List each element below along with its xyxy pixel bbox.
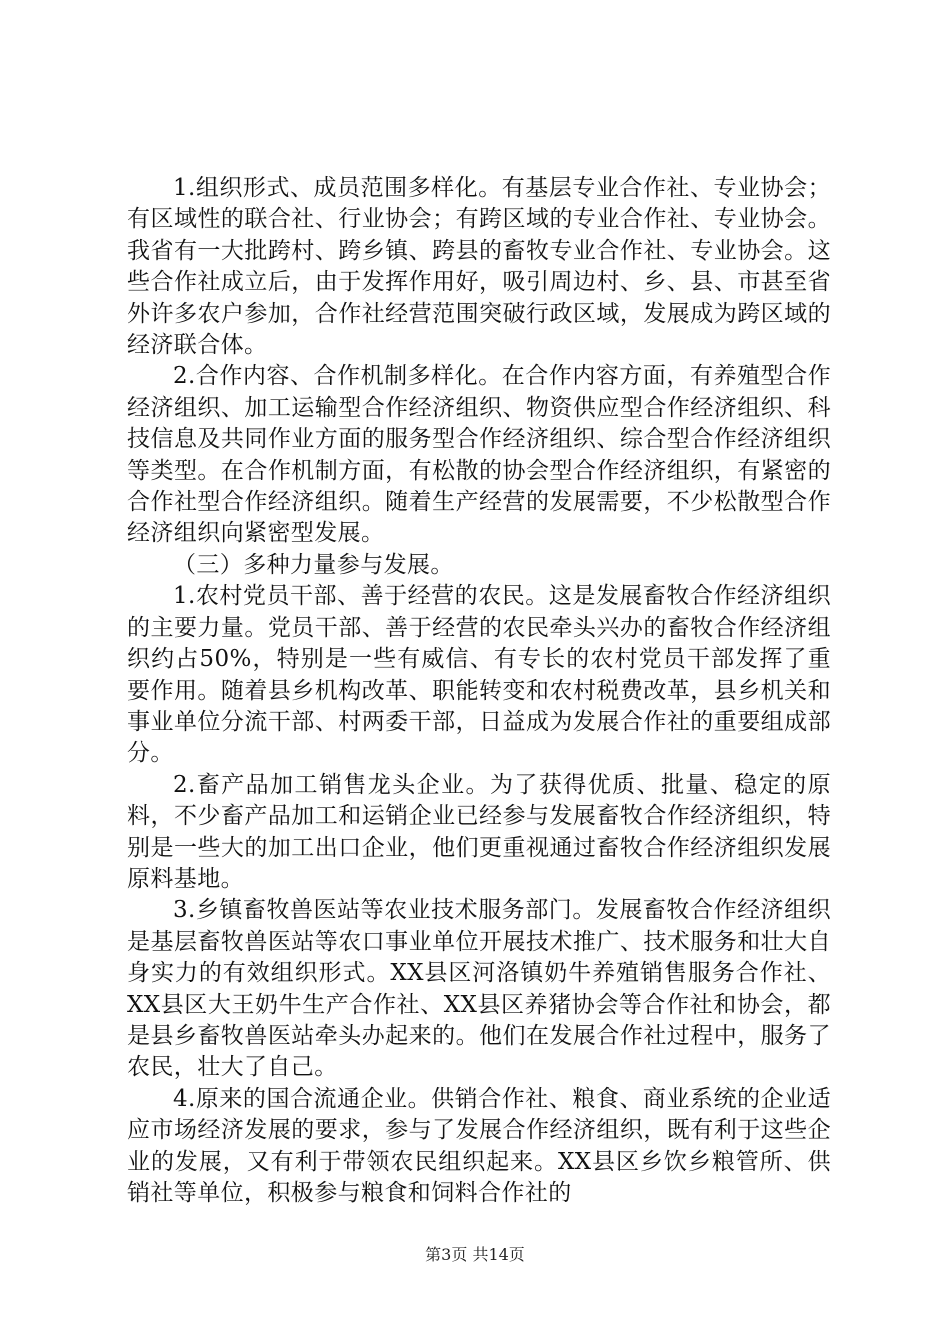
paragraph-state-enterprises: 4.原来的国合流通企业。供销合作社、粮食、商业系统的企业适应市场经济发展的要求，参与了发展合作经济组织，既有利于这些企业的发展，又有利于带领农民组织起来。XX县区乡饮乡粮管所、供销社等单位，积极参与粮食和饲料合作社的 <box>127 1085 831 1206</box>
paragraph-processing-enterprises: 2.畜产品加工销售龙头企业。为了获得优质、批量、稳定的原料，不少畜产品加工和运销企业已经参与发展畜牧合作经济组织，特别是一些大的加工出口企业，他们更重视通过畜牧合作经济组织发展原料基地。 <box>127 771 831 892</box>
page-number-footer: 第3页 共14页 <box>425 1245 525 1264</box>
paragraph-organization-forms: 1.组织形式、成员范围多样化。有基层专业合作社、专业协会；有区域性的联合社、行业协会；有跨区域的专业合作社、专业协会。我省有一大批跨村、跨乡镇、跨县的畜牧专业合作社、专业协会。这些合作社成立后，由于发挥作用好，吸引周边村、乡、县、市甚至省外许多农户参加，合作社经营范围突破行政区域，发展成为跨区域的经济联合体。 <box>127 175 831 359</box>
paragraph-veterinary-stations: 3.乡镇畜牧兽医站等农业技术服务部门。发展畜牧合作经济组织是基层畜牧兽医站等农口事业单位开展技术推广、技术服务和壮大自身实力的有效组织形式。XX县区河洛镇奶牛养殖销售服务合作社、XX县区大王奶牛生产合作社、XX县区养猪协会等合作社和协会，都是县乡畜牧兽医站牵头办起来的。他们在发展合作社过程中，服务了农民，壮大了自己。 <box>127 897 831 1081</box>
paragraph-cooperation-content: 2.合作内容、合作机制多样化。在合作内容方面，有养殖型合作经济组织、加工运输型合作经济组织、物资供应型合作经济组织、科技信息及共同作业方面的服务型合作经济组织、综合型合作经济组织等类型。在合作机制方面，有松散的协会型合作经济组织，有紧密的合作社型合作经济组织。随着生产经营的发展需要，不少松散型合作经济组织向紧密型发展。 <box>127 363 831 547</box>
paragraph-party-cadres: 1.农村党员干部、善于经营的农民。这是发展畜牧合作经济组织的主要力量。党员干部、善于经营的农民牵头兴办的畜牧合作经济组织约占50%，特别是一些有威信、有专长的农村党员干部发挥了重要作用。随着县乡机构改革、职能转变和农村税费改革，县乡机关和事业单位分流干部、村两委干部，日益成为发展合作社的重要组成部分。 <box>127 583 831 767</box>
document-body <box>127 173 831 1209</box>
section-heading: （三）多种力量参与发展。 <box>173 551 454 578</box>
